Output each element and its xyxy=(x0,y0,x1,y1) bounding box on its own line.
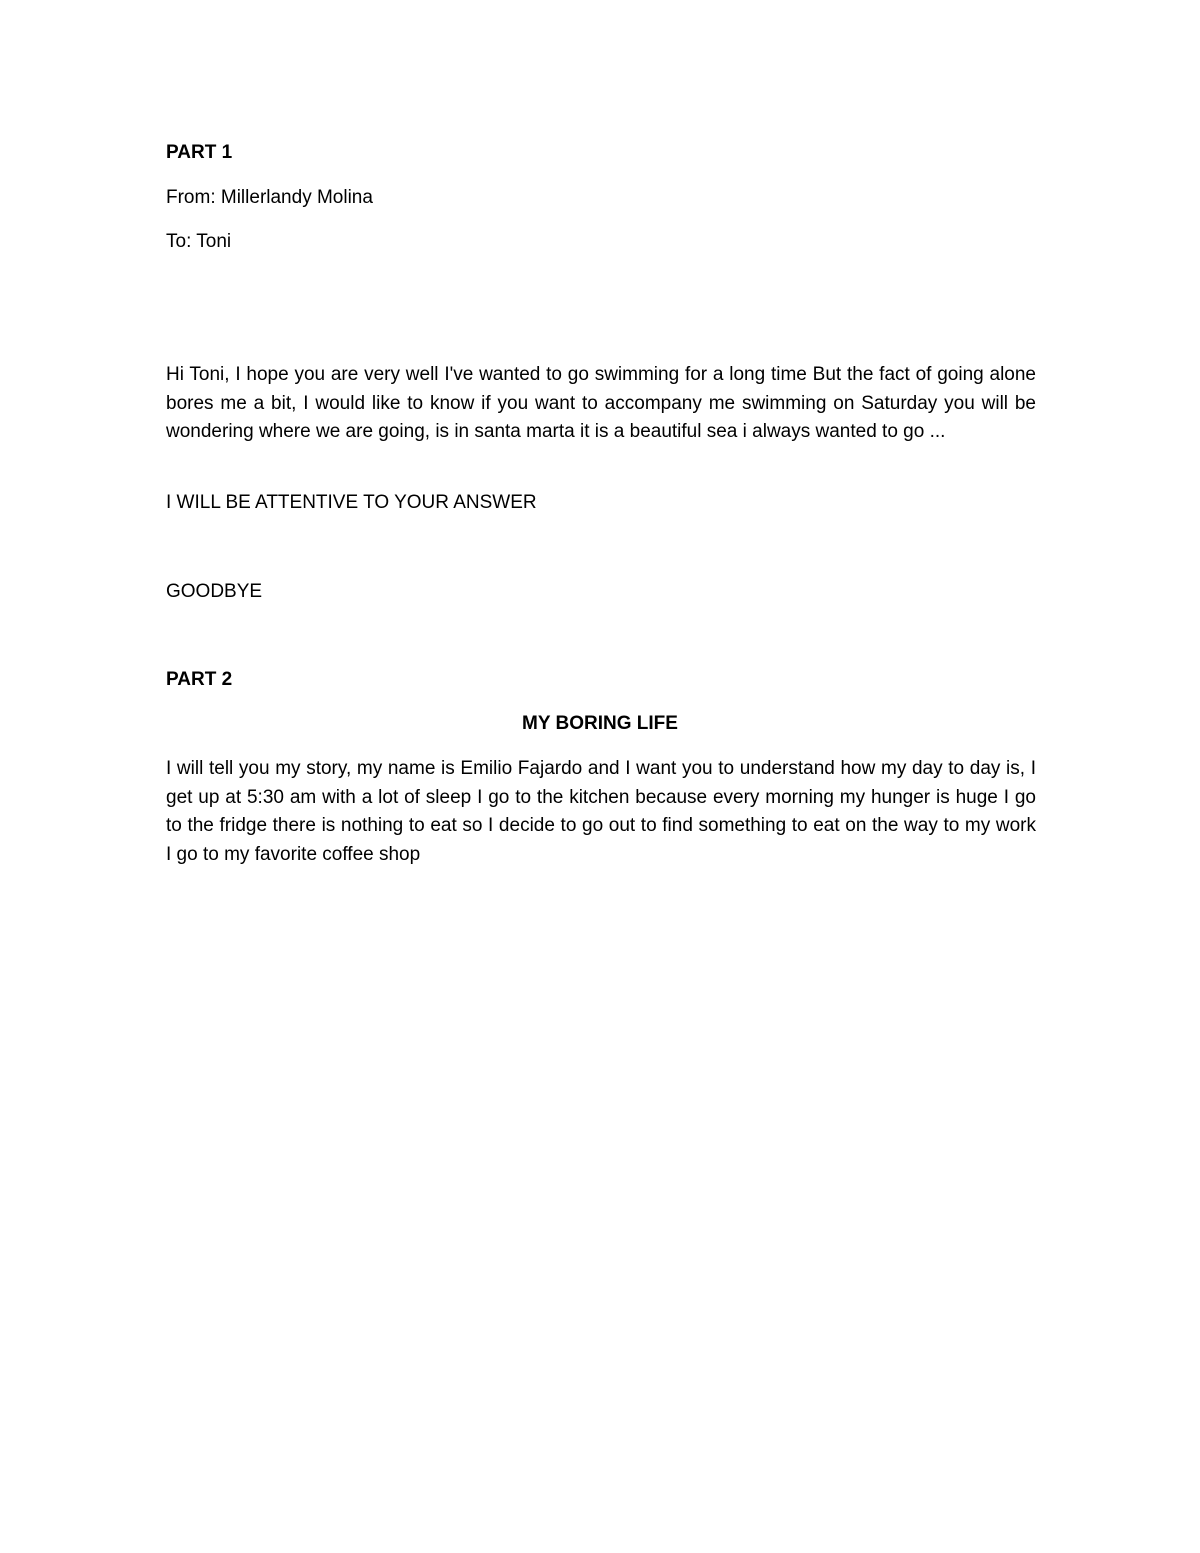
from-line: From: Millerlandy Molina xyxy=(166,187,373,208)
part1-heading: PART 1 xyxy=(166,142,233,163)
attentive-line: I WILL BE ATTENTIVE TO YOUR ANSWER xyxy=(166,492,537,513)
goodbye-line: GOODBYE xyxy=(166,581,263,602)
story-body: I will tell you my story, my name is Emilio Fajardo and I want you to understand how my day to day is, I get up at 5:30 am with a lot of sleep I go to the kitchen because every morning my hunger is huge I go to the fridge there is nothing to eat so I decide to go out to find something to eat on the way to my work I go to my favorite coffee shop xyxy=(166,758,1036,865)
to-line: To: Toni xyxy=(166,231,232,252)
part2-heading: PART 2 xyxy=(166,669,233,690)
story-title: MY BORING LIFE xyxy=(522,713,678,734)
letter-body: Hi Toni, I hope you are very well I've wanted to go swimming for a long time But the fact of going alone bores me a bit, I would like to know if you want to accompany me swimming on Saturday you will be wondering where we are going, is in santa marta it is a beautiful sea i always wanted to go ... xyxy=(166,364,1036,442)
